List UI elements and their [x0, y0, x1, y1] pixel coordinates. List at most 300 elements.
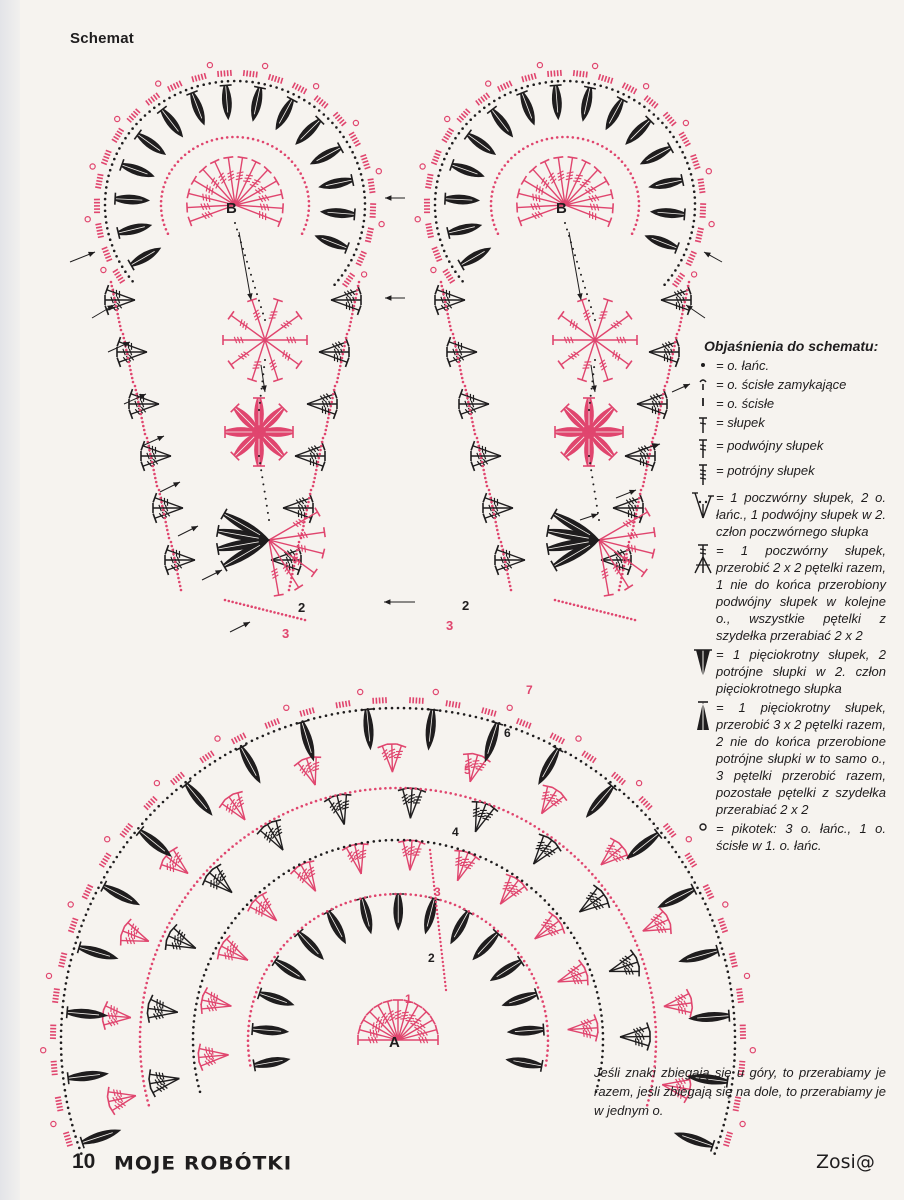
legend-item: [690, 699, 886, 818]
edge-scallop: [82, 885, 93, 899]
edge-scallop: [146, 93, 160, 105]
legend-item: [690, 395, 886, 412]
black-cluster: [501, 988, 539, 1011]
black-cluster: [655, 884, 696, 913]
picot-mark: [750, 1048, 755, 1053]
signature: Zosi@: [816, 1151, 875, 1173]
black-cluster: [115, 193, 150, 207]
side-stitch: [129, 389, 161, 419]
picot-mark: [593, 63, 598, 68]
chain-dots: [564, 222, 596, 321]
motif-label-b-right: B: [556, 200, 567, 217]
legend-item-text: = 1 poczwórny słupek, przerobić 2 x 2 pętelki razem, 1 nie do końca przerobiony podwójny słupek w kolejne o., wszystkie pętelki z szydełka przerabiać 2 x 2: [716, 543, 886, 643]
black-cluster: [689, 1010, 730, 1025]
picot-mark: [101, 267, 106, 272]
direction-arrow: [178, 526, 198, 536]
black-cluster: [157, 106, 187, 140]
edge-scallop: [95, 224, 103, 238]
edge-scallop: [292, 83, 306, 94]
picot-mark: [284, 705, 289, 710]
edge-scallop: [663, 824, 676, 838]
black-cluster: [450, 159, 486, 182]
pink-stitch: [215, 934, 256, 973]
picot-mark: [68, 902, 73, 907]
edge-scallop: [171, 772, 185, 785]
black-cluster: [120, 159, 156, 182]
edge-scallop: [113, 269, 125, 283]
picot-mark: [537, 63, 542, 68]
black-cluster: [423, 709, 439, 750]
edge-scallop: [443, 269, 455, 283]
edge-scallop: [360, 155, 370, 169]
edge-scallop: [200, 751, 214, 763]
pink-chain-ring: [160, 136, 311, 235]
edge-scallop: [446, 700, 460, 708]
edge-scallop: [112, 128, 124, 142]
black-cluster: [638, 143, 674, 170]
black-stitch-group: [146, 995, 181, 1027]
edge-scallop: [373, 697, 386, 704]
note-text: Jeśli znaki zbiegają się u góry, to przerabiamy je razem, jeśli zbiegają się na dole, to przerabiamy je w jednym o.: [594, 1065, 886, 1118]
edge-scallop: [68, 918, 78, 932]
row-number: 6: [504, 726, 511, 740]
black-cluster: [236, 745, 265, 786]
edge-scallop: [99, 853, 111, 867]
black-cluster: [313, 230, 349, 253]
black-cluster: [643, 230, 679, 253]
pink-stitch: [525, 910, 567, 951]
pink-stitch: [199, 987, 235, 1020]
row-number: 3: [434, 885, 441, 899]
picot-mark: [51, 1121, 56, 1126]
edge-scallop: [425, 174, 433, 188]
black-cluster: [650, 206, 685, 221]
picot-mark: [683, 120, 688, 125]
direction-arrow: [672, 384, 690, 392]
legend-item-text: = 1 poczwórny słupek, 2 o. łańc., 1 podwójny słupek w 2. człon poczwórnego słupka: [716, 490, 886, 539]
black-stitch-group: [255, 817, 295, 859]
black-stitch-group: [163, 923, 203, 962]
legend-item-text: = 1 pięciokrotny słupek, 2 potrójne słupki w 2. człon pięciokrotnego słupka: [716, 647, 886, 696]
black-cluster: [294, 929, 327, 964]
chain-dots: [234, 222, 266, 321]
picot-mark: [85, 217, 90, 222]
closing-slip-stitch-icon: [690, 376, 716, 391]
slip-stitch-icon: [690, 395, 716, 408]
legend-item-text: = o. łańc.: [716, 358, 770, 373]
picot-icon: [690, 820, 716, 833]
pink-stitch-group: [293, 754, 329, 791]
edge-scallop: [703, 885, 714, 899]
page-number: 10: [72, 1150, 96, 1173]
edge-scallop: [679, 132, 691, 146]
edge-scallop: [50, 1025, 56, 1038]
edge-scallop: [127, 109, 140, 122]
picot-mark: [507, 705, 512, 710]
edge-scallop: [718, 918, 728, 932]
edge-scallop: [63, 1132, 72, 1146]
black-cluster: [80, 1124, 122, 1148]
picot-mark: [379, 222, 384, 227]
side-stitch: [483, 493, 515, 523]
pink-fan-center: [553, 299, 637, 382]
edge-scallop: [432, 247, 442, 261]
legend-item: [690, 542, 886, 644]
picot-mark: [362, 272, 367, 277]
direction-arrow: [580, 513, 598, 520]
black-cluster: [271, 97, 298, 133]
edge-scallop: [639, 796, 652, 809]
pink-stitch-group: [106, 1081, 141, 1115]
legend-item-text: = o. ścisłe: [716, 396, 775, 411]
black-cluster: [516, 91, 539, 127]
picot-mark: [445, 116, 450, 121]
direction-arrow: [230, 622, 250, 632]
black-cluster: [318, 174, 354, 193]
picot-mark: [576, 736, 581, 741]
double-treble-icon: [690, 437, 716, 460]
edge-scallop: [740, 1025, 746, 1038]
picot-mark: [263, 63, 268, 68]
edge-scallop: [192, 73, 206, 82]
black-cluster: [623, 829, 662, 863]
picot-mark: [358, 689, 363, 694]
picot-mark: [637, 781, 642, 786]
pink-stitch-group: [378, 744, 407, 774]
direction-arrow: [384, 599, 415, 604]
black-cluster: [458, 243, 493, 270]
side-stitch: [165, 545, 197, 575]
pink-stitch: [565, 1014, 598, 1043]
black-cluster: [469, 929, 502, 964]
picot-mark: [433, 689, 438, 694]
black-cluster: [253, 1053, 291, 1071]
black-cluster: [505, 1054, 543, 1072]
direction-arrow: [704, 252, 722, 262]
quintuple-treble-cluster-icon: [690, 699, 716, 734]
black-cluster: [577, 86, 596, 122]
pink-stitch: [489, 872, 530, 914]
black-cluster: [320, 206, 355, 221]
black-cluster: [445, 193, 480, 207]
row-number: 2: [462, 598, 470, 613]
legend-item-text: = o. ścisłe zamykające: [716, 377, 847, 392]
direction-arrow: [92, 305, 114, 318]
edge-scallop: [736, 989, 744, 1002]
edge-scallop: [94, 199, 100, 212]
row-number: 7: [526, 683, 533, 697]
black-cluster: [673, 1127, 715, 1151]
legend-item: [690, 462, 886, 487]
picot-mark: [207, 63, 212, 68]
black-cluster: [487, 106, 517, 140]
edge-scallop: [102, 247, 112, 261]
edge-scallop: [723, 1132, 732, 1146]
black-chain-ring: [192, 839, 605, 1093]
edge-scallop: [336, 700, 350, 708]
edge-scallop: [314, 96, 328, 109]
legend: [690, 338, 886, 856]
pink-stitch-group: [217, 789, 257, 830]
direction-arrow: [160, 482, 180, 492]
edge-scallop: [482, 707, 496, 716]
side-stitch: [495, 545, 527, 575]
edge-scallop: [574, 70, 587, 77]
picot-mark: [90, 164, 95, 169]
legend-item: [690, 376, 886, 393]
edge-scallop: [729, 953, 738, 967]
black-cluster: [128, 243, 163, 270]
edge-scallop: [522, 73, 536, 82]
edge-scallop: [622, 83, 636, 94]
legend-item: [690, 357, 886, 374]
black-cluster: [186, 91, 209, 127]
edge-scallop: [55, 1097, 63, 1111]
edge-scallop: [365, 228, 374, 242]
black-cluster: [487, 956, 524, 986]
edge-scallop: [550, 733, 564, 744]
edge-scallop: [218, 70, 231, 77]
edge-scallop: [425, 224, 433, 238]
black-stitch-group: [323, 792, 358, 829]
legend-item: [690, 820, 886, 854]
edge-scallop: [431, 150, 441, 164]
edge-scallop: [232, 733, 246, 744]
edge-scallop: [612, 772, 626, 785]
legend-item: [690, 489, 886, 540]
picot-mark: [415, 217, 420, 222]
black-stitch-group: [147, 1064, 183, 1097]
picot-mark: [314, 84, 319, 89]
edge-scallop: [476, 93, 490, 105]
black-cluster: [101, 881, 142, 910]
edge-scallop: [52, 989, 60, 1002]
edge-scallop: [300, 707, 314, 716]
black-cluster: [446, 909, 474, 946]
picot-mark: [486, 81, 491, 86]
side-stitch: [117, 337, 149, 367]
pink-stitch-group: [117, 918, 155, 955]
edge-scallop: [644, 96, 658, 109]
picot-mark: [353, 120, 358, 125]
black-stitch-group: [462, 799, 499, 838]
picot-mark: [692, 272, 697, 277]
magazine-name: MOJE ROBÓTKI: [114, 1151, 293, 1175]
edge-scallop: [695, 228, 704, 242]
black-cluster: [247, 86, 266, 122]
edge-scallop: [548, 70, 561, 77]
pink-chain-ring: [490, 136, 641, 235]
picot-mark: [709, 222, 714, 227]
edge-scallop: [269, 74, 283, 83]
pink-stitch: [552, 959, 591, 995]
edge-scallop: [700, 204, 707, 217]
edge-scallop: [51, 1061, 58, 1074]
legend-item-text: = podwójny słupek: [716, 438, 824, 453]
pink-stitch: [565, 200, 614, 213]
direction-arrow: [385, 295, 405, 300]
black-cluster: [464, 130, 499, 160]
edge-scallop: [410, 697, 423, 704]
picot-mark: [644, 84, 649, 89]
pink-stitch-group: [635, 907, 674, 945]
pink-stitch-group: [590, 836, 631, 877]
black-cluster: [78, 942, 120, 965]
black-cluster: [272, 956, 309, 986]
triple-treble-icon: [690, 462, 716, 487]
side-stitch: [141, 441, 173, 471]
motif-label-b-left: B: [226, 200, 237, 217]
chain-stitch-icon: [690, 357, 716, 370]
row-number: 2: [428, 951, 435, 965]
edge-scallop: [101, 150, 111, 164]
edge-scallop: [356, 251, 367, 265]
direction-arrow: [202, 570, 222, 580]
black-cluster: [296, 720, 319, 762]
picot-mark: [723, 902, 728, 907]
black-cluster: [134, 130, 169, 160]
pink-fan-center: [223, 299, 307, 382]
side-stitch: [447, 337, 479, 367]
pink-stitch-group: [102, 1001, 134, 1032]
black-cluster: [601, 97, 628, 133]
motif-label-a: A: [389, 1034, 400, 1051]
pink-stitch: [246, 890, 288, 931]
mixed-fan-center: [547, 508, 655, 596]
direction-arrow: [385, 195, 405, 200]
black-stitch-group: [618, 1022, 650, 1050]
edge-scallop: [690, 155, 700, 169]
black-cluster: [252, 1023, 289, 1038]
edge-scallop: [342, 273, 354, 287]
picot-mark: [431, 267, 436, 272]
black-cluster: [67, 1006, 108, 1021]
legend-heading: Objaśnienia do schematu:: [704, 338, 879, 354]
chain-dots: [554, 599, 637, 622]
picot-mark: [740, 1121, 745, 1126]
row-number: 2: [298, 600, 306, 615]
side-stitch: [459, 389, 491, 419]
edge-scallop: [370, 204, 377, 217]
black-cluster: [550, 85, 565, 120]
edge-scallop: [686, 251, 697, 265]
legend-item: [690, 646, 886, 697]
edge-scallop: [333, 112, 346, 126]
row-number: 1: [405, 992, 412, 1006]
edge-scallop: [698, 179, 706, 193]
black-cluster: [392, 894, 404, 930]
edge-scallop: [265, 718, 279, 728]
treble-icon: [690, 414, 716, 435]
black-cluster: [420, 897, 441, 935]
row-number: 3: [282, 626, 290, 641]
picot-mark: [41, 1048, 46, 1053]
black-cluster: [67, 1068, 108, 1085]
legend-item-text: = 1 pięciokrotny słupek, przerobić 3 x 2 pętelki razem, 2 nie do końca przerobione potrójne słupki w to samo o., 3 pętelki przerobić razem, pozostałe pętelki z szydełka przerabiać 2 x 2: [716, 700, 886, 817]
black-cluster: [507, 1024, 544, 1039]
legend-item-text: = słupek: [716, 415, 765, 430]
picot-mark: [105, 837, 110, 842]
edge-scallop: [457, 109, 470, 122]
legend-item: [690, 414, 886, 435]
picot-mark: [115, 116, 120, 121]
black-stitch-group: [396, 787, 426, 820]
edge-scallop: [672, 273, 684, 287]
row-number: 4: [452, 825, 459, 839]
black-cluster: [648, 174, 684, 193]
black-cluster: [356, 897, 376, 935]
side-stitch: [435, 285, 467, 315]
black-cluster: [361, 709, 377, 750]
edge-scallop: [168, 81, 182, 92]
row-number: 5: [464, 763, 471, 777]
row-number: 3: [446, 618, 454, 633]
side-stitch: [153, 493, 185, 523]
edge-scallop: [424, 199, 430, 212]
pink-stitch: [235, 200, 284, 213]
chain-dots: [224, 599, 307, 622]
edge-scallop: [599, 74, 613, 83]
picot-mark: [420, 164, 425, 169]
picot-mark: [215, 736, 220, 741]
picot-mark: [744, 973, 749, 978]
edge-scallop: [58, 953, 67, 967]
black-stitch-group: [200, 862, 242, 904]
picot-mark: [156, 81, 161, 86]
edge-scallop: [349, 132, 361, 146]
pink-stitch-group: [660, 989, 693, 1021]
direction-arrow: [239, 232, 253, 300]
black-cluster: [136, 826, 175, 860]
edge-scallop: [663, 112, 676, 126]
pink-stitch: [396, 839, 425, 872]
edge-scallop: [442, 128, 454, 142]
edge-scallop: [95, 174, 103, 188]
picot-mark: [154, 781, 159, 786]
picot-mark: [706, 169, 711, 174]
direction-arrow: [142, 436, 164, 446]
direction-arrow: [569, 232, 583, 300]
legend-item: [690, 437, 886, 460]
quadruple-treble-v-icon: [690, 489, 716, 520]
pink-chain-ring: [139, 787, 658, 1107]
black-cluster: [533, 746, 563, 787]
edge-scallop: [368, 179, 376, 193]
edge-scallop: [582, 751, 596, 763]
black-cluster: [308, 143, 344, 170]
black-cluster: [182, 780, 217, 818]
black-cluster: [447, 219, 483, 239]
black-cluster: [220, 85, 235, 120]
pink-stitch: [289, 858, 328, 899]
pink-stitch: [197, 1041, 231, 1071]
direction-arrow: [70, 252, 95, 262]
pink-stitch: [341, 842, 374, 879]
quadruple-treble-cluster-icon: [690, 542, 716, 575]
pink-stitch-group: [529, 782, 569, 822]
black-cluster: [582, 783, 617, 821]
edge-scallop: [498, 81, 512, 92]
black-cluster: [292, 116, 325, 149]
edge-scallop: [517, 718, 531, 728]
page-title: Schemat: [70, 30, 134, 47]
mixed-fan-center: [217, 508, 325, 596]
black-cluster: [678, 945, 720, 967]
quintuple-treble-icon: [690, 646, 716, 679]
side-stitch: [471, 441, 503, 471]
edge-scallop: [244, 70, 257, 77]
black-cluster: [258, 988, 296, 1011]
